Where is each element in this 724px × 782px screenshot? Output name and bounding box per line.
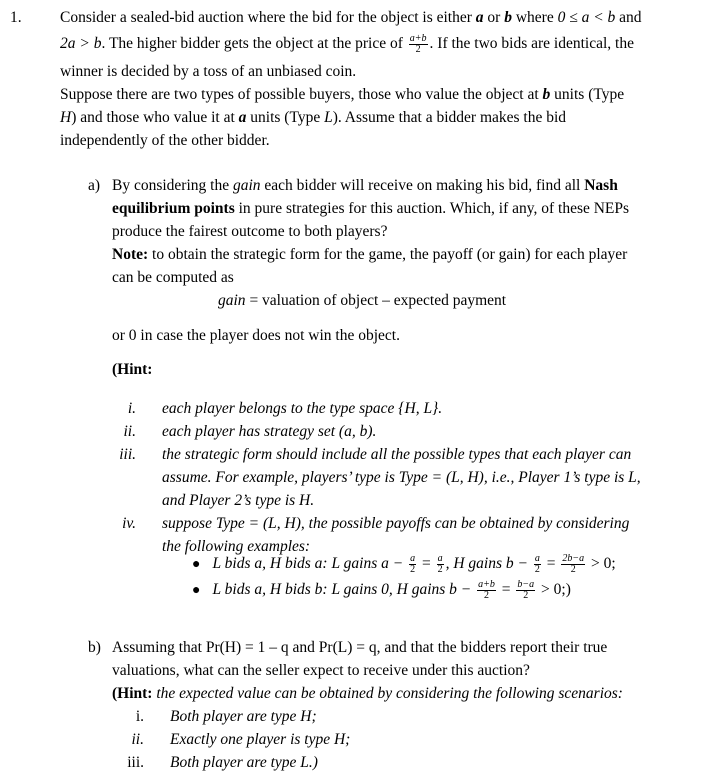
frac-num: a+b	[409, 32, 427, 44]
gain-term: gain	[218, 292, 246, 309]
part-a-label: a)	[88, 177, 101, 194]
part-a-line-2	[112, 197, 629, 220]
hint-num: iv.	[122, 515, 136, 532]
example-1	[192, 552, 616, 576]
intro-line-2	[60, 32, 634, 55]
nash-term: Nash	[584, 177, 618, 194]
fraction	[516, 580, 535, 601]
text: in pure strategies for this auction. Which, if any, of these NEPs	[234, 200, 630, 217]
intro-line-5	[60, 106, 566, 129]
var-a: a	[475, 9, 484, 26]
hint-item	[110, 443, 136, 466]
var-a: a	[238, 109, 247, 126]
text: = valuation of object – expected payment	[245, 292, 507, 309]
frac-den: 2	[523, 589, 529, 601]
text: where	[511, 9, 558, 26]
intro-line-1	[60, 6, 642, 29]
frac-den: 2	[410, 563, 416, 575]
hint-text: each player has strategy set (a, b).	[162, 423, 377, 440]
text: =	[497, 581, 515, 598]
hint-label: (Hint:	[112, 685, 153, 702]
frac-num: a	[410, 552, 416, 564]
part-b-hint	[112, 682, 623, 705]
frac-den: 2	[534, 563, 540, 575]
part-a-line-4	[112, 243, 627, 266]
text: and	[615, 9, 642, 26]
frac-den: 2	[484, 589, 490, 601]
text: each bidder will receive on making his bid, find all	[260, 177, 585, 194]
example-lead: L bids a, H bids b:	[212, 581, 328, 598]
hint-label: (Hint:	[112, 361, 153, 378]
hint-item	[110, 397, 136, 420]
part-a-line-3: produce the fairest outcome to both players?	[112, 223, 388, 240]
part-a-line-6: or 0 in case the player does not win the object.	[112, 327, 400, 344]
intro-line-4	[60, 83, 624, 106]
text: ) and those who value it at	[71, 109, 239, 126]
intro-line-3: winner is decided by a toss of an unbiased coin.	[60, 63, 357, 80]
frac-den: 2	[570, 563, 576, 575]
text: L gains 0, H gains b −	[327, 581, 476, 598]
hint-text: suppose Type = (L, H), the possible payoffs can be obtained by considering	[162, 515, 630, 532]
var-b: b	[504, 9, 512, 26]
scenario-item	[118, 751, 144, 774]
part-a-line-5: can be computed as	[112, 269, 234, 286]
var-b: b	[542, 86, 551, 103]
text: =	[418, 555, 435, 572]
fraction	[534, 554, 541, 575]
frac-den: 2	[437, 563, 443, 575]
scenario-num: iii.	[127, 754, 144, 771]
frac-num: a	[534, 552, 540, 564]
text: , H gains b −	[445, 555, 532, 572]
hint-text: each player belongs to the type space {H, L}.	[162, 400, 443, 417]
frac-num: b−a	[517, 578, 535, 590]
scenario-text: Exactly one player is type H;	[170, 731, 351, 748]
hint-num: iii.	[119, 446, 136, 463]
text: =	[542, 555, 560, 572]
text: By considering the	[112, 177, 233, 194]
condition-2: 2a > b	[60, 35, 102, 52]
example-2	[192, 578, 571, 602]
text: > 0;	[587, 555, 616, 572]
hint-num: ii.	[123, 423, 136, 440]
hint-text: the strategic form should include all the possible types that each player can	[162, 446, 632, 463]
scenario-num: i.	[135, 708, 144, 725]
intro-line-6: independently of the other bidder.	[60, 132, 270, 149]
text: Suppose there are two types of possible buyers, those who value the object at	[60, 86, 543, 103]
bullet-icon: ●	[192, 557, 201, 572]
scenario-text: Both player are type H;	[170, 708, 317, 725]
question-number: 1.	[10, 9, 22, 26]
fraction	[561, 554, 585, 575]
text: units (Type	[550, 86, 625, 103]
text: . The higher bidder gets the object at the price of	[101, 35, 407, 52]
part-b-line-2: valuations, what can the seller expect to receive under this auction?	[112, 662, 530, 679]
text: . If the two bids are identical, the	[429, 35, 634, 52]
text: units (Type	[246, 109, 325, 126]
frac-num: a	[437, 552, 443, 564]
hint-item	[110, 512, 136, 535]
equilibrium-term: equilibrium points	[112, 200, 235, 217]
fraction	[409, 554, 416, 575]
frac-num: a+b	[478, 578, 495, 590]
text: Consider a sealed-bid auction where the bid for the object is either	[60, 9, 476, 26]
hint-text: the following examples:	[162, 538, 311, 555]
fraction	[477, 580, 496, 601]
price-fraction	[409, 34, 428, 55]
hint-text: and Player 2’s type is H.	[162, 492, 315, 509]
scenario-text: Both player are type L.)	[170, 754, 318, 771]
type-h: H	[60, 109, 72, 126]
text: to obtain the strategic form for the game, the payoff (or gain) for each player	[148, 246, 628, 263]
bullet-icon: ●	[192, 583, 201, 598]
gain-formula	[218, 289, 506, 312]
scenario-item	[118, 728, 144, 751]
part-b-label: b)	[88, 639, 101, 656]
hint-text: assume. For example, players’ type is Type = (L, H), i.e., Player 1’s type is L,	[162, 469, 641, 486]
type-l: L	[324, 109, 333, 126]
text: or	[483, 9, 505, 26]
frac-den: 2	[415, 43, 421, 55]
scenario-num: ii.	[131, 731, 144, 748]
scenario-item	[118, 705, 144, 728]
gain-term: gain	[232, 177, 261, 194]
condition-1: 0 ≤ a < b	[557, 9, 616, 26]
text: L gains a −	[327, 555, 408, 572]
fraction	[437, 554, 444, 575]
part-a-line-1	[112, 174, 618, 197]
text: ). Assume that a bidder makes the bid	[332, 109, 567, 126]
hint-num: i.	[127, 400, 136, 417]
example-lead: L bids a, H bids a:	[212, 555, 328, 572]
note-label: Note:	[112, 246, 149, 263]
text: the expected value can be obtained by considering the following scenarios:	[152, 685, 623, 702]
text: > 0;)	[537, 581, 571, 598]
part-b-line-1: Assuming that Pr(H) = 1 – q and Pr(L) = q, and that the bidders report their true	[112, 639, 608, 656]
hint-item	[110, 420, 136, 443]
frac-num: 2b−a	[562, 552, 585, 564]
